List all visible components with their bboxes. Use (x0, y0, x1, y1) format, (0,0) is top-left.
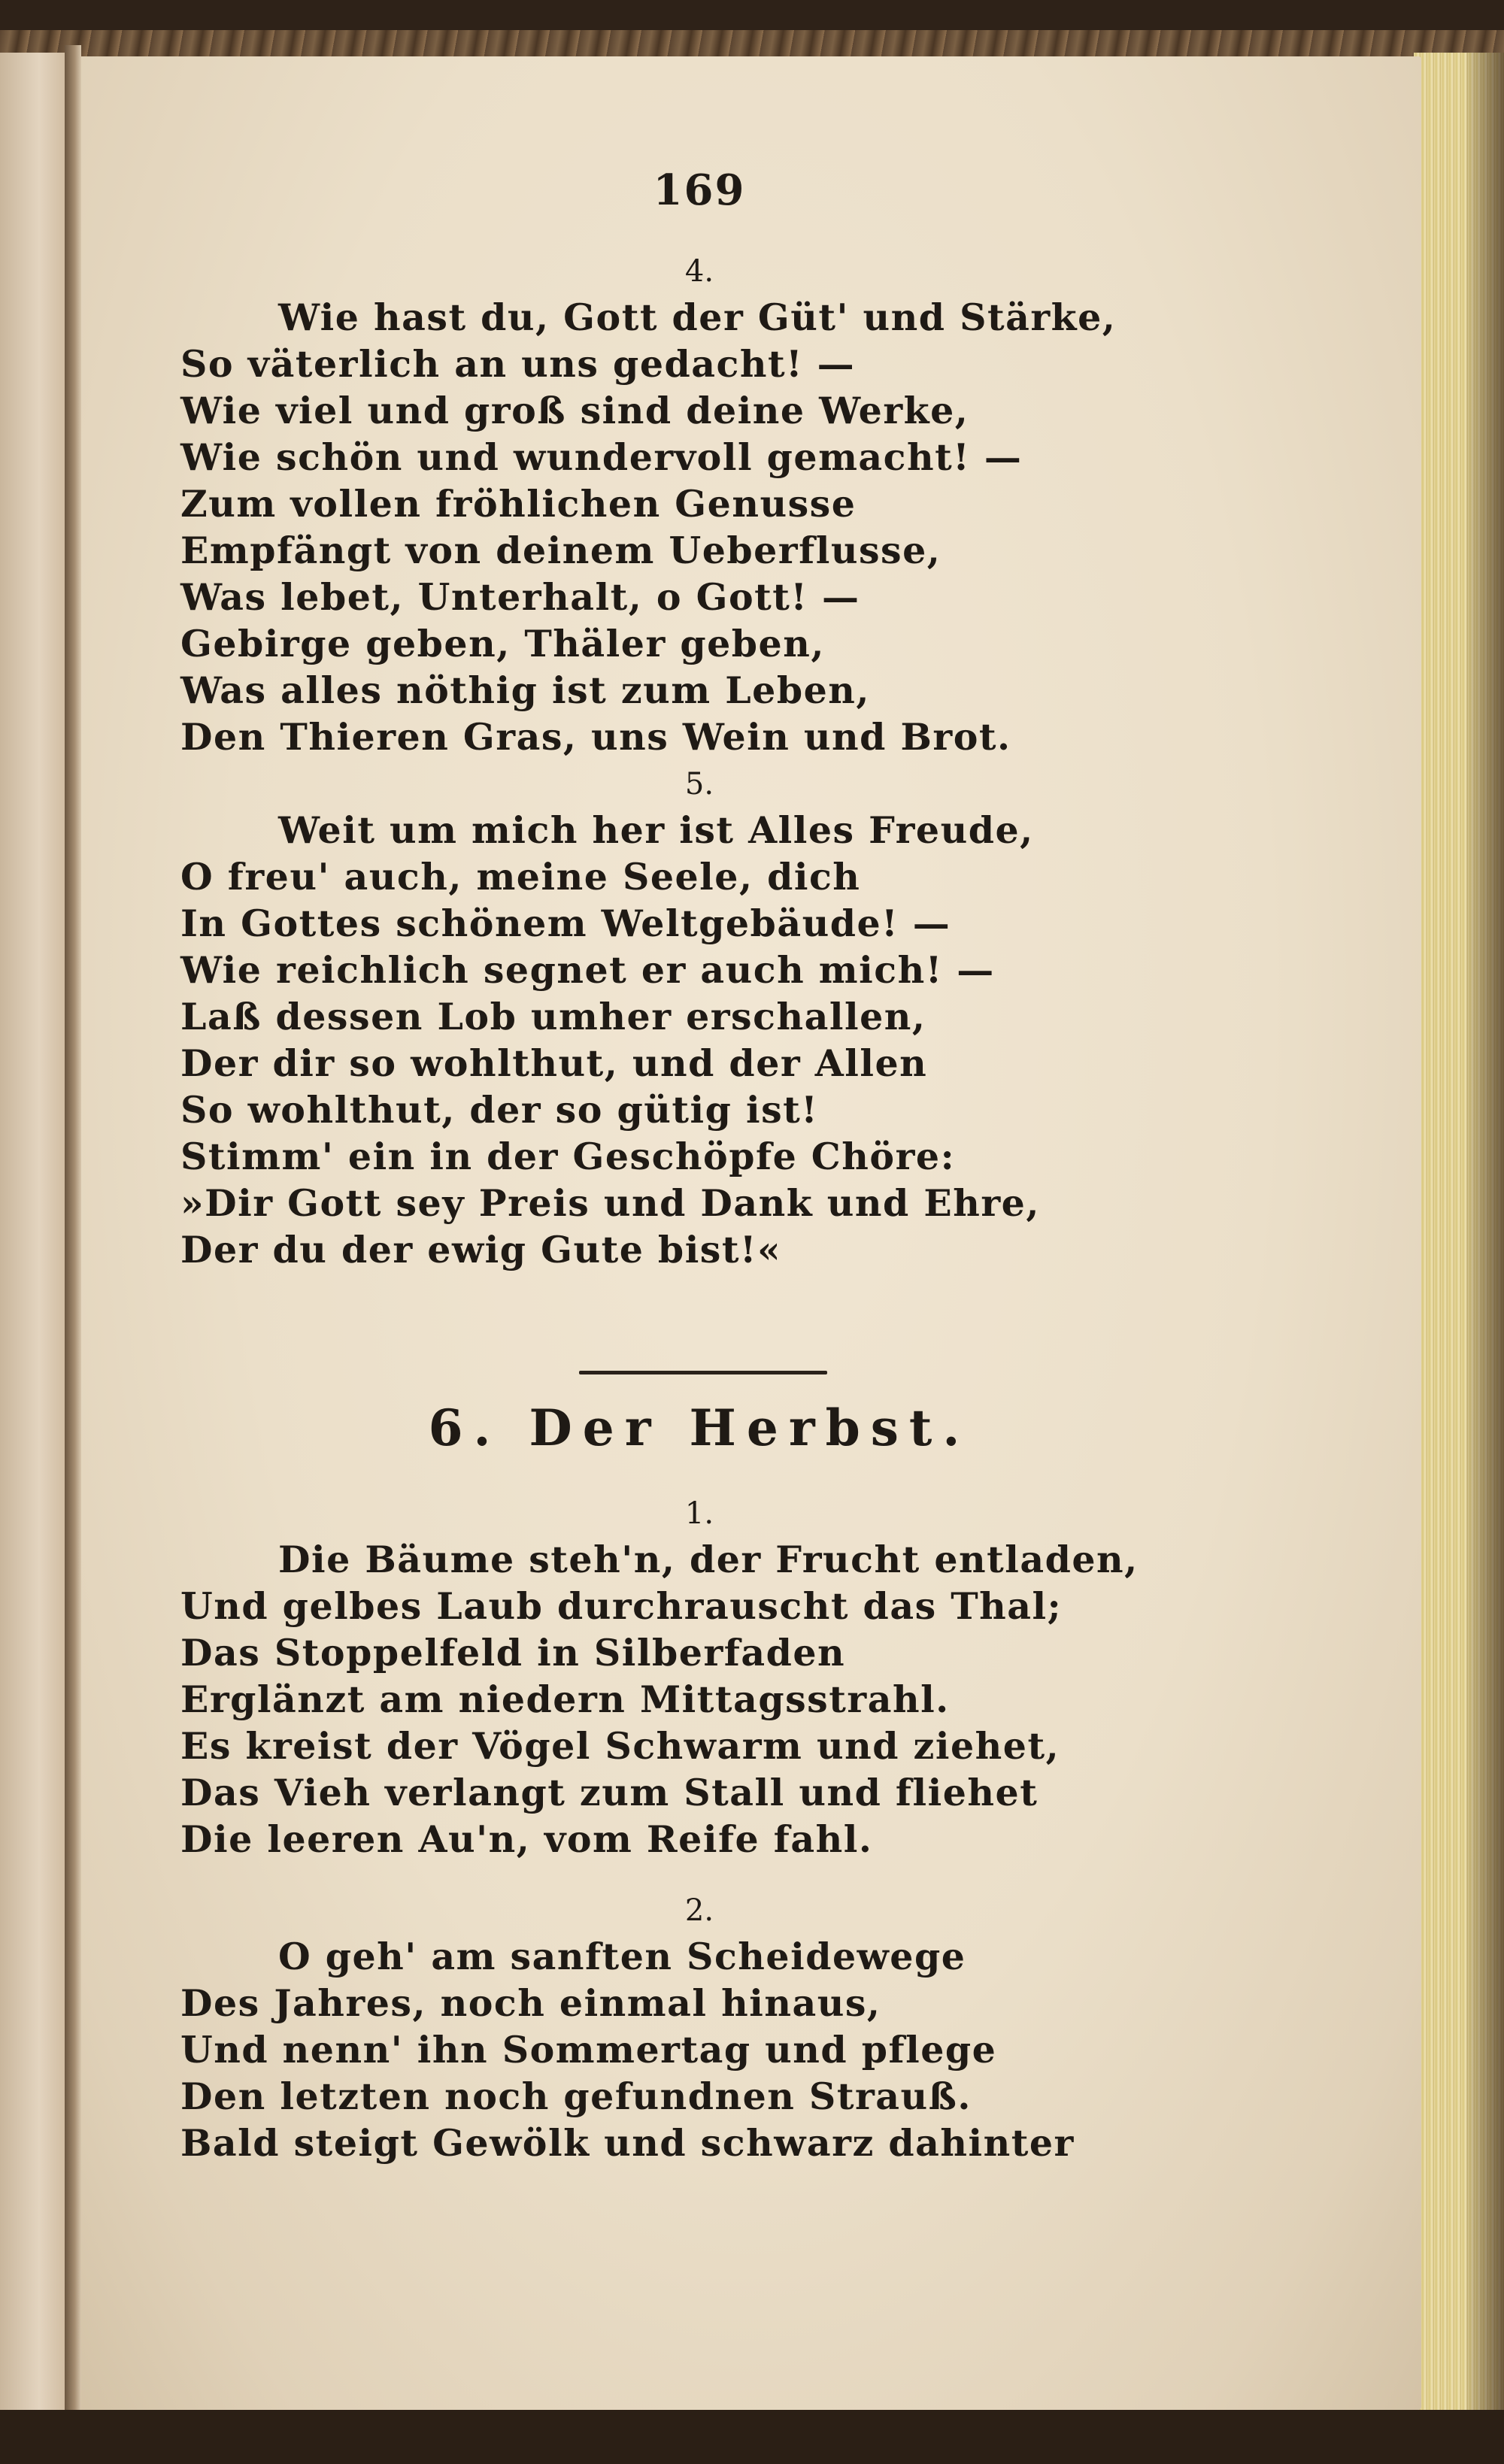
verse-line: O geh' am sanften Scheidewege (278, 1935, 966, 1978)
section-divider (579, 1371, 827, 1374)
verse-line: Wie hast du, Gott der Güt' und Stärke, (278, 295, 1117, 339)
verse-line: Was lebet, Unterhalt, o Gott! — (180, 575, 860, 619)
verse-line: Zum vollen fröhlichen Genusse (180, 482, 857, 526)
verse-line: Den letzten noch gefundnen Strauß. (180, 2075, 972, 2118)
stanza-number-4: 4. (684, 254, 714, 289)
verse-line: Weit um mich her ist Alles Freude, (278, 808, 1034, 852)
stanza-number-1: 1. (684, 1496, 714, 1531)
book-gutter (65, 45, 81, 2421)
verse-line: Das Stoppelfeld in Silberfaden (180, 1631, 846, 1674)
section-title: 6. Der Herbst. (428, 1399, 971, 1457)
verse-line: Das Vieh verlangt zum Stall und fliehet (180, 1771, 1039, 1814)
verse-line: In Gottes schönem Weltgebäude! — (180, 902, 951, 945)
verse-line: Bald steigt Gewölk und schwarz dahinter (180, 2121, 1075, 2165)
verse-line: Erglänzt am niedern Mittagsstrahl. (180, 1678, 950, 1721)
verse-line: Der du der ewig Gute bist!« (180, 1228, 782, 1271)
verse-line: Und gelbes Laub durchrauscht das Thal; (180, 1584, 1063, 1628)
verse-line: O freu' auch, meine Seele, dich (180, 855, 861, 899)
stanza-number-2: 2. (684, 1893, 714, 1928)
verse-line: Laß dessen Lob umher erschallen, (180, 995, 926, 1038)
stanza-number-5: 5. (684, 767, 714, 802)
verse-line: Wie reichlich segnet er auch mich! — (180, 948, 995, 992)
verse-line: Der dir so wohlthut, und der Allen (180, 1041, 928, 1085)
verse-line: Und nenn' ihn Sommertag und pflege (180, 2028, 997, 2072)
verse-line: Was alles nöthig ist zum Leben, (180, 668, 870, 712)
verse-line: »Dir Gott sey Preis und Dank und Ehre, (180, 1181, 1040, 1225)
verse-line: Wie schön und wundervoll gemacht! — (180, 435, 1023, 479)
page-edges-shadow (1466, 53, 1504, 2421)
verse-line: Des Jahres, noch einmal hinaus, (180, 1981, 881, 2025)
book-cover-edge-bottom (0, 2410, 1504, 2464)
verse-line: Empfängt von deinem Ueberflusse, (180, 529, 942, 572)
facing-page-edge (0, 53, 71, 2414)
verse-line: Stimm' ein in der Geschöpfe Chöre: (180, 1135, 956, 1178)
verse-line: So wohlthut, der so gütig ist! (180, 1088, 819, 1132)
verse-line: So väterlich an uns gedacht! — (180, 342, 856, 386)
verse-line: Die leeren Au'n, vom Reife fahl. (180, 1817, 873, 1861)
verse-line: Gebirge geben, Thäler geben, (180, 622, 825, 665)
verse-line: Den Thieren Gras, uns Wein und Brot. (180, 715, 1011, 759)
verse-line: Es kreist der Vögel Schwarm und ziehet, (180, 1724, 1060, 1768)
verse-line: Wie viel und groß sind deine Werke, (180, 389, 969, 432)
page-number: 169 (653, 165, 746, 215)
verse-line: Die Bäume steh'n, der Frucht entladen, (278, 1538, 1139, 1581)
